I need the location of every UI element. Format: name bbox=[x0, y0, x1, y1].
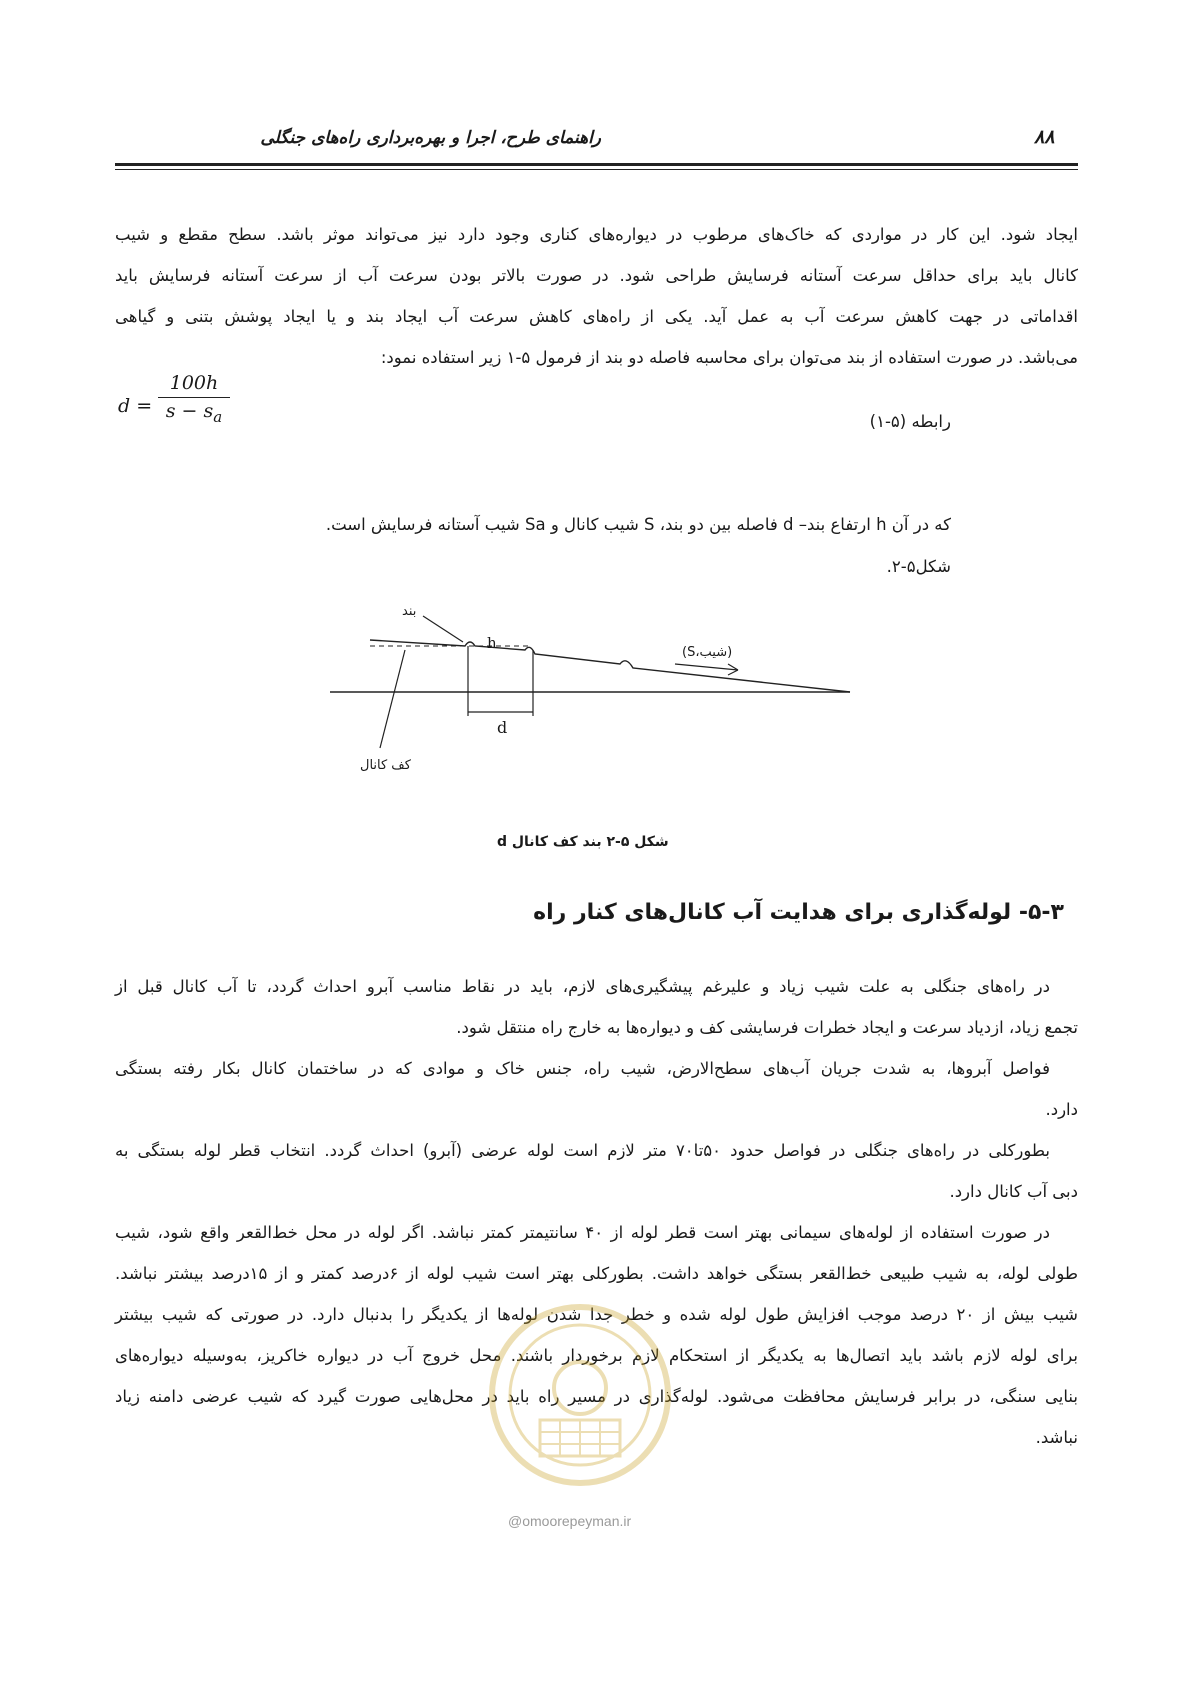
text-line: ایجاد شود. این کار در مواردی که خاک‌های مرطوب در دیواره‌های کناری وجود دارد نیز می‌تواند موثر باشد. سطح مقطع و شیب bbox=[115, 225, 1078, 244]
equation bbox=[118, 395, 152, 417]
equation-lhs: d = bbox=[118, 395, 153, 417]
slope-line bbox=[370, 640, 850, 692]
text-line: شیب بیش از ۲۰ درصد موجب افزایش طول لوله شده و خطر جدا شدن لوله‌ها از یکدیگر را بدنبال دارد. در صورتی که شیب بیشتر bbox=[115, 1305, 1078, 1324]
page-number: ۸۸ bbox=[1034, 126, 1055, 148]
watermark-seal bbox=[485, 1300, 675, 1490]
figure-label-band: بند bbox=[402, 604, 417, 619]
text-line: بطورکلی در راه‌های جنگلی در فواصل حدود ۵۰تا۷۰ متر لازم است لوله عرضی (آبرو) احداث گردد. انتخاب قطر لوله بستگی به bbox=[115, 1141, 1051, 1160]
watermark-url: @omoorepeyman.ir bbox=[508, 1513, 632, 1529]
equation-fraction bbox=[158, 372, 230, 426]
text-line: فواصل آبروها، به شدت جریان آب‌های سطح‌الارض، شیب راه، جنس خاک و موادی که در ساختمان کانال بکار رفته بستگی bbox=[115, 1059, 1050, 1078]
paragraph bbox=[115, 966, 1078, 1048]
text-line: بنایی سنگی، در برابر فرسایش محافظت می‌شود. لوله‌گذاری در مسیر راه باید در محل‌هایی صورت گیرد که شیب عرضی دامنه زیاد bbox=[115, 1387, 1078, 1406]
running-header-title: راهنمای طرح، اجرا و بهره‌برداری راه‌های جنگلی bbox=[260, 128, 601, 148]
header-rule-thin bbox=[115, 169, 1078, 170]
figure-caption: شکل ۵-۲ بند کف کانال d bbox=[497, 834, 669, 850]
equation-numerator: 100h bbox=[169, 372, 219, 394]
text-line: برای لوله لازم باشد باید اتصال‌ها به یکدیگر از استحکام لازم برخوردار باشند. محل خروج آب در دیواره خاکریز، به‌وسیله دیواره‌های bbox=[115, 1346, 1078, 1365]
equation-label: رابطه (۵-۱) bbox=[869, 412, 951, 431]
definition-line-1: که در آن h ارتفاع بند– d فاصله بین دو بند، S شیب کانال و Sa شیب آستانه فرسایش است. bbox=[325, 515, 951, 534]
floor-leader bbox=[380, 650, 405, 748]
text-line: دارد. bbox=[1045, 1100, 1078, 1119]
intro-paragraph bbox=[115, 214, 1078, 378]
figure-label-d: d bbox=[497, 718, 508, 737]
text-line: در راه‌های جنگلی به علت شیب زیاد و علیرغم پیشگیری‌های لازم، باید در نقاط مناسب آبرو احداث گردد، تا آب کانال قبل از bbox=[115, 977, 1050, 996]
header-rule-thick bbox=[115, 163, 1078, 166]
text-line: دبی آب کانال دارد. bbox=[949, 1182, 1078, 1201]
paragraph bbox=[115, 1048, 1078, 1130]
fraction-bar bbox=[158, 397, 230, 398]
figure-label-slope: (شیب،S) bbox=[682, 645, 733, 660]
section-heading: ۵-۳- لوله‌گذاری برای هدایت آب کانال‌های کنار راه bbox=[533, 900, 1064, 925]
text-line: کانال باید برای حداقل سرعت آستانه فرسایش طراحی شود. در صورت بالاتر بودن سرعت آب از سرعت آستانه فرسایش باید bbox=[115, 266, 1078, 285]
text-line: تجمع زیاد، ازدیاد سرعت و ایجاد خطرات فرسایشی کف و دیواره‌ها به خارج راه منتقل شود. bbox=[456, 1018, 1078, 1037]
text-line: می‌باشد. در صورت استفاده از بند می‌توان برای محاسبه فاصله دو بند از فرمول ۵-۱ زیر استفاده نمود: bbox=[380, 348, 1078, 367]
equation-denominator: $s - s_a$ bbox=[165, 400, 223, 426]
figure-label-floor: کف کانال bbox=[360, 758, 411, 773]
paragraph bbox=[115, 1130, 1078, 1212]
band-leader bbox=[423, 616, 463, 642]
text-line: اقداماتی در جهت کاهش سرعت آب به عمل آید. یکی از راه‌های کاهش سرعت آب ایجاد بند و یا ایجاد پوشش بتنی و گیاهی bbox=[115, 307, 1078, 326]
figure-label-h: h bbox=[487, 634, 497, 652]
text-line: طولی لوله، به شیب طبیعی خط‌القعر بستگی خواهد داشت. بطورکلی بهتر است شیب لوله از ۶درصد کمتر و از ۱۵درصد بیشتر نباشد. bbox=[115, 1264, 1078, 1283]
text-line: نباشد. bbox=[1035, 1428, 1078, 1447]
text-line: در صورت استفاده از لوله‌های سیمانی بهتر است قطر لوله از ۴۰ سانتیمتر کمتر نباشد. اگر لوله در محل خط‌القعر واقع شود، شیب bbox=[115, 1223, 1050, 1242]
definition-line-2: شکل۵-۲. bbox=[886, 557, 951, 576]
